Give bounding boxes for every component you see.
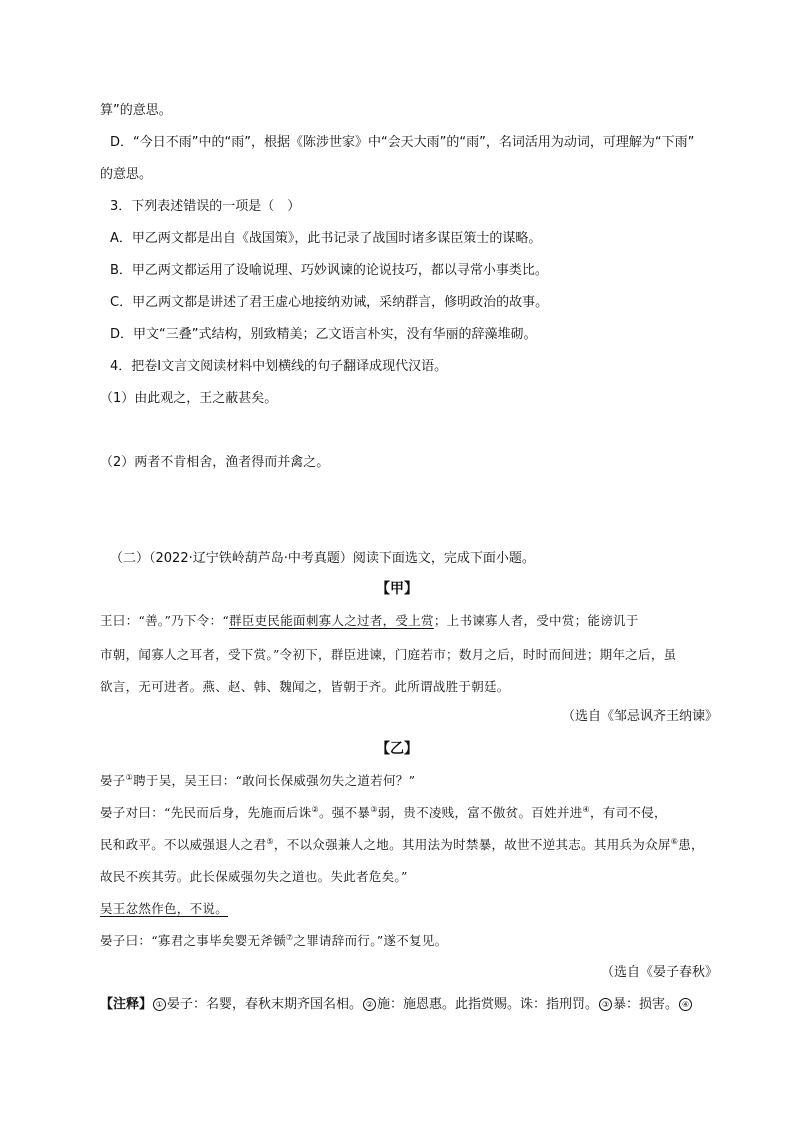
passage-yi-heading: 【乙】 — [376, 741, 418, 757]
underlined-sentence: 吴王忿然作色，不说。 — [100, 901, 229, 916]
passage-yi-line: 晏子对曰：“先民而后身，先施而后诛②。强不暴③弱，贵不凌贱，富不傲贫。百姓并进④，有司不侵， — [100, 804, 667, 820]
q3-option-b: B．甲乙两文都运用了设喻说理、巧妙讽谏的论说技巧，都以寻常小事类比。 — [110, 263, 548, 278]
passage-yi-line: 晏子曰：“寡君之事毕矣婴无斧锧⑦之罪请辞而行。”遂不复见。 — [100, 932, 448, 948]
q3-option-c: C．甲乙两文都是讲述了君王虚心地接纳劝诫，采纳群言，修明政治的故事。 — [110, 295, 549, 310]
passage-jia-line: 市朝，闻寡人之耳者，受下赏。”令初下，群臣进谏，门庭若市；数月之后，时时而间进；期年之后，虽 — [100, 647, 677, 662]
question-3: 3．下列表述错误的一项是（ ） — [110, 199, 301, 214]
passage-yi-line: 民和政平。不以威强退人之君⑤，不以众强兼人之地。其用法为时禁暴，故世不逆其志。其用兵为众屏⑥患， — [100, 836, 704, 852]
underlined-sentence: 群臣吏民能面刺寡人之过者，受上赏 — [229, 613, 434, 628]
option-d-line: D．“今日不雨”中的“雨”，根据《陈涉世家》中“会天大雨”的“雨”，名词活用为动词，可理解为“下雨” — [110, 135, 695, 150]
passage-jia-heading: 【甲】 — [376, 581, 418, 597]
passage-yi-line: 故民不疾其劳。此长保威强勿失之道也。失此者危矣。” — [100, 869, 408, 884]
passage-jia-source: （选自《邹忌讽齐王纳谏》 — [561, 709, 718, 724]
q4-item-2: （2）两者不肯相舍，渔者得而并禽之。 — [100, 455, 330, 470]
passage-yi-line: 晏子①聘于吴，吴王曰：“敢问长保威强勿失之道若何？” — [100, 772, 416, 788]
passage-jia-line: 王曰：“善。”乃下令：“群臣吏民能面刺寡人之过者，受上赏；上书谏寡人者，受中赏；能谤讥于 — [100, 613, 639, 628]
text-line: 算”的意思。 — [100, 103, 172, 118]
passage-yi-source: （选自《晏子春秋》 — [600, 965, 718, 980]
section-2-title: （二）（2022·辽宁铁岭葫芦岛·中考真题）阅读下面选文，完成下面小题。 — [110, 551, 535, 566]
passage-jia-line: 欲言，无可进者。燕、赵、韩、魏闻之，皆朝于齐。此所谓战胜于朝廷。 — [100, 679, 510, 694]
text-line: 的意思。 — [100, 167, 153, 182]
notes-line: 【注释】 ① 晏子：名婴，春秋末期齐国名相。 ② 施：施恩惠。此指赏赐。诛：指刑罚。 ③ 暴：损害。 ④ — [100, 996, 750, 1014]
q3-option-a: A．甲乙两文都是出自《战国策》，此书记录了战国时诸多谋臣策士的谋略。 — [110, 231, 542, 246]
question-4: 4．把卷Ⅰ文言文阅读材料中划横线的句子翻译成现代汉语。 — [110, 359, 448, 374]
q4-item-1: （1）由此观之，王之蔽甚矣。 — [100, 391, 278, 406]
q3-option-d: D．甲文“三叠”式结构，别致精美；乙文语言朴实，没有华丽的辞藻堆砌。 — [110, 327, 537, 342]
